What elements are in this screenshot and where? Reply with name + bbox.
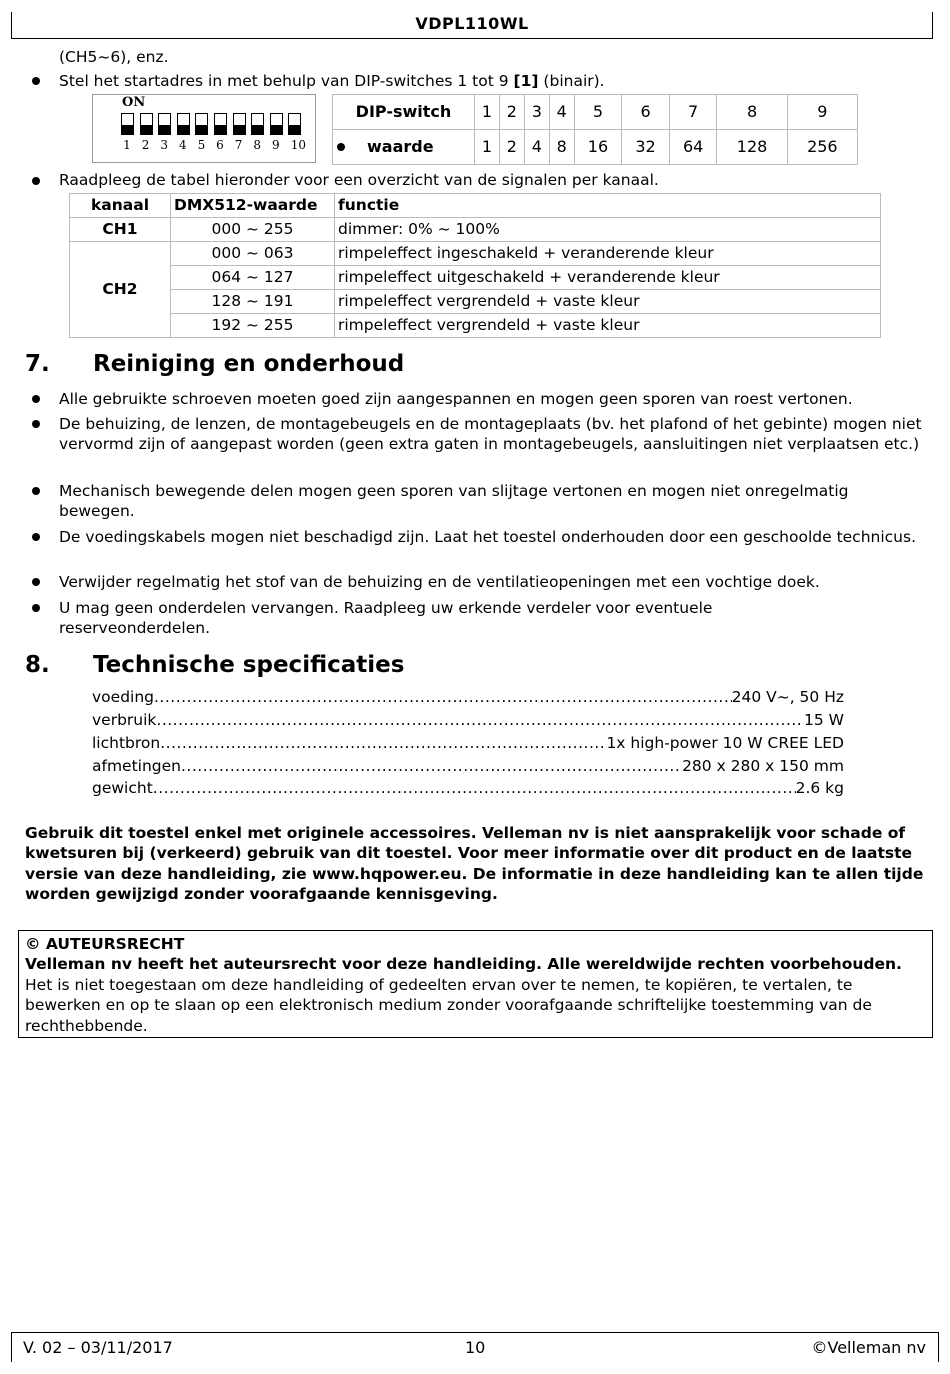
bullet-icon	[32, 578, 40, 586]
list-item: De behuizing, de lenzen, de montagebeugels en de montageplaats (bv. het plafond of het gebinte) mogen niet vervormd zijn of aangepast worden (geen extra gaten in montagebeugels, aansluitingen niet verplaatsen etc.)	[59, 415, 922, 454]
dip-value-table	[332, 94, 858, 165]
dip-switch-knob	[141, 125, 152, 134]
dip-switch-cell: 4	[549, 95, 574, 130]
function-cell: rimpeleffect vergrendeld + vaste kleur	[335, 290, 881, 314]
dip-switch-knob	[178, 125, 189, 134]
dip-switch-3	[158, 113, 171, 135]
dip-switch-number: 5	[197, 138, 206, 152]
list-item: Verwijder regelmatig het stof van de behuizing en de ventilatieopeningen met een vochtige doek.	[59, 573, 820, 591]
signal-table-header	[70, 194, 881, 218]
dip-switch-knob	[215, 125, 226, 134]
dip-switch-1	[121, 113, 134, 135]
usage-notice: Gebruik dit toestel enkel met originele accessoires. Velleman nv is niet aansprakelijk voor schade of kwetsuren bij (verkeerd) gebruik van dit toestel. Voor meer informatie over dit product en de laatste versie van deze handleiding, zie www.hqpower.eu. De informatie in deze handleiding kan te allen tijde worden gewijzigd zonder voorafgaande kennisgeving.	[25, 824, 924, 904]
section-heading: 8. Technische specificaties	[25, 652, 405, 678]
spec-value: 240 V~, 50 Hz	[731, 688, 844, 706]
table-row	[70, 290, 881, 314]
bullet-icon	[32, 604, 40, 612]
list-item: Alle gebruikte schroeven moeten goed zijn aangespannen en mogen geen sporen van roest vertonen.	[59, 390, 853, 408]
channel-cell: CH2	[70, 242, 171, 338]
range-cell: 000 ~ 255	[171, 218, 335, 242]
bullet-icon	[32, 420, 40, 428]
spec-value: 1x high-power 10 W CREE LED	[606, 734, 844, 752]
bullet-icon	[32, 487, 40, 495]
dip-switch-knob	[122, 125, 133, 134]
section-heading: 7. Reiniging en onderhoud	[25, 351, 405, 377]
dip-value-cell: 1	[475, 130, 500, 165]
spec-row	[92, 756, 844, 776]
list-item: U mag geen onderdelen vervangen. Raadpleeg uw erkende verdeler voor eventuele reserveonderdelen.	[59, 599, 713, 638]
dip-value-cell: 32	[622, 130, 670, 165]
dip-switch-cell: 2	[499, 95, 524, 130]
dip-switch-cell: 6	[622, 95, 670, 130]
spec-leader	[156, 710, 804, 730]
dip-switch-cell: 5	[574, 95, 622, 130]
dip-switch-number: 7	[234, 138, 243, 152]
table-row	[70, 314, 881, 338]
signals-intro: Raadpleeg de tabel hieronder voor een overzicht van de signalen per kanaal.	[59, 171, 659, 189]
dip-switch-7	[233, 113, 246, 135]
dip-switch-9	[270, 113, 283, 135]
dip-switch-cell: 1	[475, 95, 500, 130]
dip-switch-number: 1	[123, 138, 131, 152]
bullet-icon	[32, 395, 40, 403]
page-header	[11, 12, 933, 39]
dip-value-header: waarde	[333, 130, 475, 165]
startaddress-instruction: Stel het startadres in met behulp van DIP-switches 1 tot 9 [1] (binair).	[59, 72, 605, 90]
dip-switch-knob	[234, 125, 245, 134]
range-cell: 064 ~ 127	[171, 266, 335, 290]
version-date: V. 02 – 03/11/2017	[23, 1338, 173, 1357]
table-row	[70, 266, 881, 290]
dip-switch-knob	[196, 125, 207, 134]
dip-switch-number: 6	[216, 138, 224, 152]
dip-switch-8	[251, 113, 264, 135]
range-cell: 192 ~ 255	[171, 314, 335, 338]
dip-switch-number: 8	[253, 138, 261, 152]
header-function: functie	[335, 194, 881, 218]
dip-switch-header: DIP-switch	[333, 95, 475, 130]
dip-value-row	[333, 130, 858, 165]
bullet-icon	[32, 533, 40, 541]
dip-switch-knob	[159, 125, 170, 134]
range-cell: 128 ~ 191	[171, 290, 335, 314]
list-item: Mechanisch bewegende delen mogen geen sporen van slijtage vertonen en mogen niet onregelmatig bewegen.	[59, 482, 849, 521]
dip-value-cell: 8	[549, 130, 574, 165]
continued-text: (CH5~6), enz.	[59, 48, 169, 66]
spec-value: 15 W	[804, 711, 844, 729]
dip-switch-number: 3	[160, 138, 168, 152]
dip-switch-number: 2	[141, 138, 150, 152]
dip-switch-4	[177, 113, 190, 135]
copyright-text: Velleman nv heeft het auteursrecht voor deze handleiding. Alle wereldwijde rechten voorbehouden. Het is niet toegestaan om deze handleiding of gedeelten ervan over te nemen, te kopiëren, te vertalen, te bewerken en op te slaan op een elektronisch medium zonder voorafgaande schriftelijke toestemming van de rechthebbende.	[25, 955, 902, 1035]
list-item: De voedingskabels mogen niet beschadigd zijn. Laat het toestel onderhouden door een geschoolde technicus.	[59, 528, 917, 546]
function-cell: dimmer: 0% ~ 100%	[335, 218, 881, 242]
dip-switch-knob	[252, 125, 263, 134]
dip-switch-row	[333, 95, 858, 130]
channel-cell: CH1	[70, 218, 171, 242]
dip-switch-cell: 8	[717, 95, 787, 130]
spec-row	[92, 778, 844, 798]
dip-on-label: ON	[122, 95, 146, 110]
spec-row	[92, 733, 844, 753]
function-cell: rimpeleffect vergrendeld + vaste kleur	[335, 314, 881, 338]
bullet-icon	[32, 77, 40, 85]
spec-label: verbruik	[92, 711, 157, 729]
dip-switch-number: 4	[178, 138, 187, 152]
spec-label: lichtbron	[92, 734, 161, 752]
spec-leader	[153, 778, 796, 798]
header-channel: kanaal	[70, 194, 171, 218]
dip-value-cell: 256	[787, 130, 857, 165]
dip-value-cell: 2	[499, 130, 524, 165]
spec-row	[92, 710, 844, 730]
spec-leader	[154, 687, 732, 707]
dip-switch-5	[195, 113, 208, 135]
page-number: 10	[465, 1338, 486, 1357]
dip-value-cell: 64	[669, 130, 717, 165]
spec-leader	[181, 756, 682, 776]
dip-switch-cell: 3	[524, 95, 549, 130]
dip-switch-knob	[271, 125, 282, 134]
function-cell: rimpeleffect uitgeschakeld + veranderende kleur	[335, 266, 881, 290]
header-dmx: DMX512-waarde	[171, 194, 335, 218]
spec-label: afmetingen	[92, 757, 181, 775]
spec-label: gewicht	[92, 779, 153, 797]
signal-table	[69, 193, 881, 338]
dip-value-cell: 16	[574, 130, 622, 165]
spec-leader	[160, 733, 606, 753]
dip-switch-number: 10	[290, 138, 307, 152]
dip-switch-knob	[289, 125, 300, 134]
dip-switch-2	[140, 113, 153, 135]
table-row	[70, 218, 881, 242]
dip-value-cell: 128	[717, 130, 787, 165]
dip-switch-6	[214, 113, 227, 135]
dip-switch-10	[288, 113, 301, 135]
bullet-icon	[32, 177, 40, 185]
dip-switch-cell: 9	[787, 95, 857, 130]
copyright-box	[18, 930, 933, 1038]
copyright-title: © AUTEURSRECHT	[25, 935, 185, 953]
company-copyright: ©Velleman nv	[811, 1338, 926, 1357]
spec-label: voeding	[92, 688, 154, 706]
figure-reference: [1]	[513, 72, 539, 90]
function-cell: rimpeleffect ingeschakeld + veranderende kleur	[335, 242, 881, 266]
dip-switch-cell: 7	[669, 95, 717, 130]
range-cell: 000 ~ 063	[171, 242, 335, 266]
spec-value: 2.6 kg	[795, 779, 844, 797]
bullet-icon	[337, 143, 345, 151]
dip-switch-number: 9	[271, 138, 280, 152]
page-footer	[11, 1332, 939, 1362]
spec-value: 280 x 280 x 150 mm	[682, 757, 844, 775]
table-row	[70, 242, 881, 266]
dip-value-cell: 4	[524, 130, 549, 165]
spec-row	[92, 687, 844, 707]
document-title: VDPL110WL	[415, 14, 529, 33]
